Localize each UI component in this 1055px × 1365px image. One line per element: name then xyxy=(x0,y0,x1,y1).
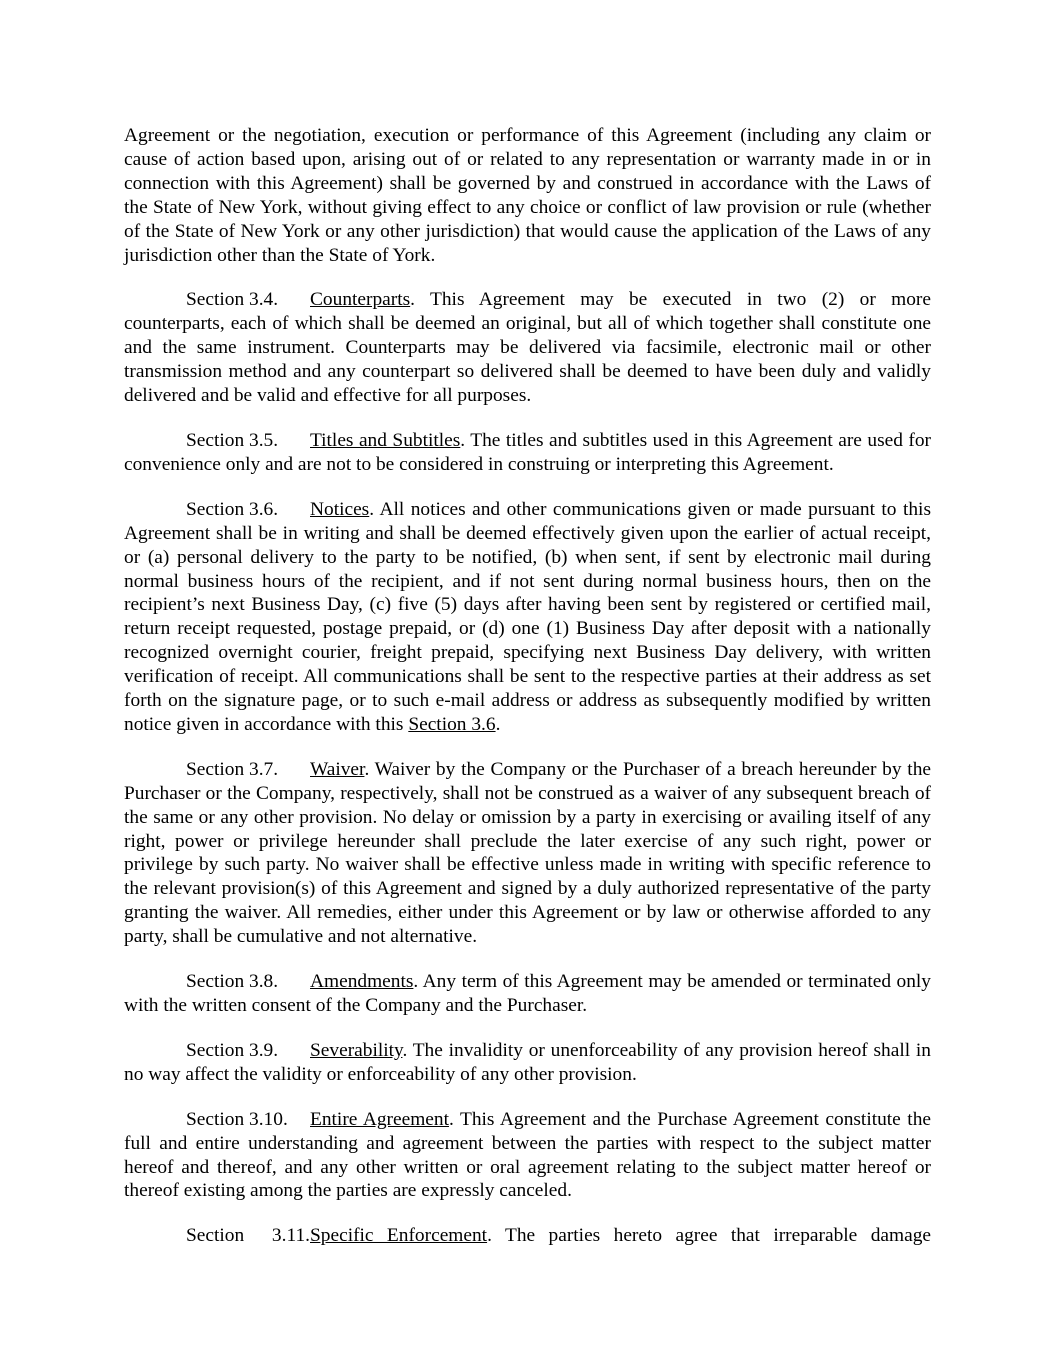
section-text: . This Agreement may be executed in two (2) or more counterparts, each of which shall be deemed an original, but all of which together shall constitute one and the same instrument. Counterparts may be delivered via facsimile, electronic mail or other transmission method and any counterpart so delivered shall be deemed to have been duly and validly delivered and be valid and effective for all purposes. xyxy=(124,289,931,407)
section-heading: Notices xyxy=(310,498,370,520)
section-text: . The invalidity or unenforceability of any provision hereof shall in no way affect the validity or enforceability of any other provision. xyxy=(124,1039,931,1085)
section-text: . Any term of this Agreement may be amended or terminated only with the written consent of the Company and the Purchaser. xyxy=(124,971,931,1016)
section-text: . The titles and subtitles used in this Agreement are used for convenience only and are not to be considered in construing or interpreting this Agreement. xyxy=(124,429,931,475)
intro-paragraph: Agreement or the negotiation, execution or performance of this Agreement (including any claim or cause of action based upon, arising out of or related to any representation or warranty made in or in connection with this Agreement) shall be governed by and construed in accordance with the Laws of the State of New York, without giving effect to any choice or conflict of law provision or rule (whether of the State of New York or any other jurisdiction) that would cause the application of the Laws of any jurisdiction other than the State of York. xyxy=(124,125,931,266)
section-text: . Waiver by the Company or the Purchaser of a breach hereunder by the Purchaser or the Company, respectively, shall not be construed as a waiver of any subsequent breach of the same or any other provision. No delay or omission by a party in exercising or availing itself of any right, power or privilege hereunder shall preclude the later exercise of any such right, power or privilege by such party. No waiver shall be effective unless made in writing with specific reference to the relevant provision(s) of this Agreement and signed by a duly authorized representative of the party granting the waiver. All remedies, either under this Agreement or by law or otherwise afforded to any party, shall be cumulative and not alternative. xyxy=(124,758,931,948)
section-text: . The parties hereto agree that irreparable damage xyxy=(487,1225,931,1247)
section-number: Section 3.10. xyxy=(186,1108,288,1130)
section-heading: Severability xyxy=(310,1039,403,1061)
section-heading: Entire Agreement xyxy=(310,1108,449,1130)
section-text: . This Agreement and the Purchase Agreement constitute the full and entire understanding and agreement between the parties with respect to the subject matter hereof and thereof, and any other written or oral agreement relating to the subject matter hereof or thereof existing among the parties are expressly canceled. xyxy=(124,1108,931,1202)
section-3-7 xyxy=(124,758,931,949)
section-heading: Amendments xyxy=(310,971,414,993)
cross-reference-link: Section 3.6 xyxy=(408,713,496,735)
section-heading: Counterparts xyxy=(310,289,411,311)
section-3-6 xyxy=(124,498,931,737)
section-3-4 xyxy=(124,288,931,408)
section-text-end: . xyxy=(495,713,501,735)
document-body xyxy=(124,124,931,1269)
section-number: Section 3.8. xyxy=(186,971,279,993)
section-text: . All notices and other communications given or made pursuant to this Agreement shall be in writing and shall be deemed effectively given upon the earlier of actual receipt, or (a) personal delivery to the party to be notified, (b) when sent, if sent by electronic mail during normal business hours of the recipient, and if not sent during normal business hours, then on the recipient’s next Business Day, (c) five (5) days after having been sent by registered or certified mail, return receipt requested, postage prepaid, or (d) one (1) Business Day after deposit with a nationally recognized overnight courier, freight prepaid, specifying next Business Day delivery, with written verification of receipt. All communications shall be sent to the respective parties at their address as set forth on the signature page, or to such e-mail address or address as subsequently modified by written notice given in accordance with this xyxy=(124,498,931,735)
section-number: Section 3.6. xyxy=(186,498,279,520)
section-number: Section 3.7. xyxy=(186,758,279,780)
section-heading: Specific Enforcement xyxy=(310,1225,488,1247)
section-number: Section 3.9. xyxy=(186,1039,279,1061)
section-3-8 xyxy=(124,970,931,1018)
section-heading: Waiver xyxy=(310,758,365,780)
section-3-10 xyxy=(124,1108,931,1204)
section-3-5 xyxy=(124,429,931,477)
section-3-9 xyxy=(124,1039,931,1087)
section-number: Section 3.4. xyxy=(186,289,279,311)
section-heading: Titles and Subtitles xyxy=(310,429,461,451)
section-3-11 xyxy=(124,1224,931,1248)
section-number: Section 3.5. xyxy=(186,429,279,451)
section-number: Section 3.11. xyxy=(186,1225,310,1247)
